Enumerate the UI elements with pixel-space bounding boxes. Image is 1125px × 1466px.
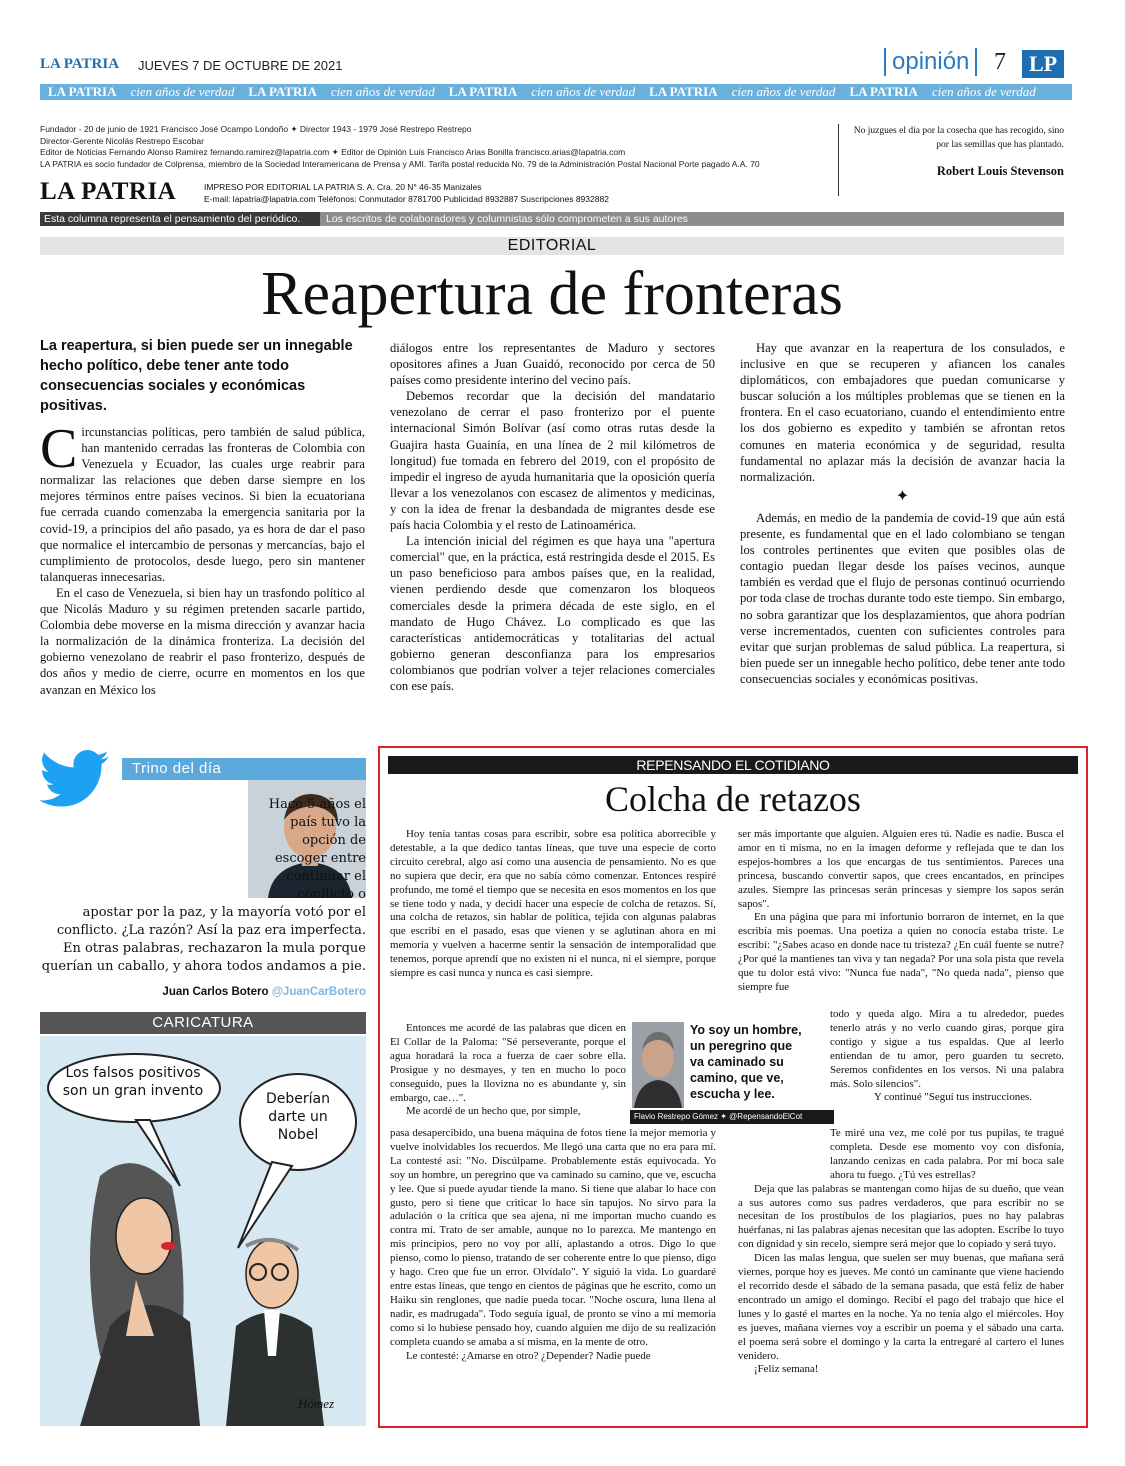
impreso-line: IMPRESO POR EDITORIAL LA PATRIA S. A. Cra. 20 N° 46-35 Manizales: [204, 182, 482, 192]
editorial-kicker-bar: [40, 237, 1064, 255]
column-paragraph: Dicen las malas lengua, que suelen ser muy buenas, que mañana será viernes, porque hoy es jueves. Me contó un caminante que viene haciendo el recorrido desde el sábado de la semana pasada, que está feliz de haber encontrado un amigo el domingo. Recibí el pago del trabajo que hice el lunes y lo gasté el martes en la noche. Ya no tenía algo el miércoles. Hoy es jueves, mañana viernes voy a escribir un poema y el sábado una carta. el poema será sobre el domingo y la carta la entregaré al cartero el lunes venidero.: [738, 1252, 1064, 1362]
column-byline: Flavio Restrepo Gómez ✦ @RepensandoElCot: [630, 1110, 834, 1124]
editorial-title: Reapertura de fronteras: [261, 260, 843, 328]
disclaimer-bar: [40, 212, 1064, 226]
editorial-paragraph: ircunstancias políticas, pero también de salud pública, han mantenido cerradas las fronteras de Colombia con Venezuela y Ecuador, las cuales urge reabrir para normalizar las relaciones que deben darse siempre en los mejores términos entre países vecinos. Si bien la ecuatoriana fue cerrada cuando comenzaba la emergencia sanitaria por la covid-19, a principios del año pasado, ya es hora de dar el paso que normalice el intercambio de personas y mercancías, bajo el cumplimiento de protocolos, desde luego, pero sin mantener talanqueras innecesarias.: [40, 425, 365, 584]
column-paragraph: Deja que las palabras se mantengan como hijas de su dueño, que vean a sus autores como sus padres verdaderos, que para escribir no se necesitan de los prostíbulos de los plagiarios, pues no hay palabras huérfanas, ni las palabras ajenas necesitan que las adopten. Escribe lo tuyo con dignidad y sin recelo, siempre será mejor que lo copiado y será tuyo.: [738, 1182, 1064, 1251]
editorial-column-1: [40, 418, 365, 698]
column-col2b: [830, 1008, 1064, 1105]
cartoon: [40, 1036, 366, 1426]
column-paragraph: pasa desapercibido, una buena máquina de fotos tiene la mejor memoria y vuelve inolvidables los recuerdos. Me llegó una carta que no era para mí. La contesté así: "No. Discúlpame. Probablemente estás equivocada. Yo soy un hombre, un peregrino que va caminado su camino, que ve, escucha y lee. Que si puede ayudar tiende la mano. Si tiene que alabar lo hace con gusto, pero si tiene que criticar lo hace sin tapujos. No sirvo para la adulación o la crítica que sea ajena, ni me importan mucho cuando es contra mí. Trato de ser amable, aunque no lo parezca. Me mantengo en mis principios, pero no voy por allí, aplastando a otros. Digo lo que pienso, como lo pienso, tratando de ser coherente entre lo que pienso, digo y hago. Creo que fue un error. Olvídalo". Y siguió la vida. Lo guardaré entre estas líneas, que tengo en cientos de páginas que he escrito, como un Haiku sin renglones, que nadie pueda tocar. "Noche oscura, luna llena al nadir, es madrugada". Todo seguía igual, de pronto se vino a mi memoria como si lo hubiese pensado hoy, cuando alguien me dijo de su realización completa cuando se amaba a sí misma, en la mente de otro.: [390, 1127, 716, 1348]
disclaimer-left: Esta columna representa el pensamiento del periódico.: [40, 212, 320, 226]
quote-of-day: No juzgues el día por la cosecha que has recogido, sino por las semillas que has plantado.: [853, 126, 1064, 150]
masthead-logo: LA PATRIA: [40, 178, 177, 205]
drop-cap: C: [40, 418, 78, 480]
separator-star-icon: ✦: [895, 488, 910, 505]
cartoonist-signature: Hómez: [298, 1396, 335, 1411]
speech-bubble-1: Los falsos positivos son un gran invento: [62, 1065, 204, 1099]
author-photo: [632, 1022, 684, 1108]
column-paragraph: Me acordé de un hecho que, por simple,: [406, 1105, 581, 1118]
column-col1c: [390, 1127, 716, 1363]
column-paragraph: Te miré una vez, me colé por tus pupilas, te tragué completa. Desde ese momento voy con disfonía, lanzando cenizas en cada palabra. Por mi boca sale ahora tu fuego. ¿Tú ves estrellas?: [830, 1127, 1064, 1181]
column-paragraph: Le contesté: ¿Amarse en otro? ¿Depender? Nadie puede: [406, 1349, 651, 1362]
section-name: opinión: [892, 48, 970, 75]
column-paragraph: Entonces me acordé de las palabras que dicen en El Collar de la Paloma: "Sé perseverante, porque el agua horadará la roca a fuerza de caer sobre ella. Prosigue y no desmayes, y ten en mucho lo poco conseguido, pues la llovizna no es abundante y, sin embargo, cae…".: [390, 1022, 626, 1104]
masthead-founders: Fundador - 20 de junio de 1921 Francisco José Ocampo Londoño ✦ Director 1943 - 1979 José Restrepo Restrepo: [40, 124, 472, 134]
column-paragraph: Y continué "Seguí tus instrucciones.: [874, 1091, 1032, 1104]
caricatura-title: CARICATURA: [152, 1014, 254, 1031]
strip-paper-name: LA PATRIA: [248, 84, 317, 99]
lp-logo-text: LP: [1028, 51, 1058, 76]
column-kicker: REPENSANDO EL COTIDIANO: [636, 757, 830, 773]
masthead-credits: [40, 124, 820, 170]
slogan-strip: [40, 84, 1072, 100]
page-number: 7: [994, 49, 1006, 75]
caricatura-title-bar: [40, 1012, 366, 1034]
editorial-column-2: [390, 340, 715, 694]
section-label: [884, 48, 977, 76]
trino-title-bar: [122, 758, 366, 780]
column-col1b: [390, 1022, 626, 1119]
column-paragraph: ¡Feliz semana!: [754, 1363, 819, 1376]
strip-slogan: cien años de verdad: [931, 84, 1036, 99]
column-paragraph: En una página que para mi infortunio borraron de internet, en la que escribía mis poemas. Una poetiza a quien no conocía estaba triste. Le escribí: "¿Sabes acaso en donde nace tu tristeza? ¿En cuál fuente se nutre? ¿Por qué la mantienes tan viva y tan negada? Por una sola pista que revela que tu dolor está vivo: "Nunca fue nada", "No queda nada", pienso que siempre fue: [738, 911, 1064, 993]
strip-paper-name: LA PATRIA: [649, 84, 718, 99]
strip-paper-name: LA PATRIA: [448, 84, 518, 99]
contact-line: E-mail: lapatria@lapatria.com Teléfonos: Conmutador 8781700 Publicidad 8932887 Suscripciones 8932882: [204, 193, 609, 204]
column-paragraph: todo y queda algo. Mira a tu alrededor, puedes tenerlo atrás y no verlo cuando giras, porque gira contigo y sigue a tus espaldas. Que al leerlo entiendan de tu amor, pero guarden tu secreto. Seremos confidentes en los versos. Ni una palabra más. Solo silencios".: [830, 1008, 1064, 1090]
column-kicker-bar: [388, 756, 1078, 774]
editorial-paragraph: Además, en medio de la pandemia de covid-19 que aún está presente, es fundamental que en el lado colombiano se tengan los controles pertinentes que eviten que posibles olas de contagio puedan llegar desde los países vecinos, aunque también es verdad que el flujo de personas continuó ocurriendo por toda clase de trochas durante todo este tiempo. Sin embargo, no sobra garantizar que los desplazamientos, que ahora podrían verse incrementados, cuenten con suficientes controles para evitar que surjan problemas de salud pública. La reapertura, si bien puede ser un innegable hecho político, debe tener ante todo consecuencias sociales y económicas positivas.: [740, 511, 1066, 686]
strip-slogan: cien años de verdad: [731, 84, 836, 99]
column-paragraph: ser más importante que alguien. Alguien eres tú. Nadie es nadie. Busca el amor en ti misma, no en la imagen deforme y reflejada que te dan los espejos-hombres a los que encargas de tus sentimientos. Pareces una princesa, buscando convertir sapos, que crees encantados, en príncipes azules. Siempre las princesas serán princesas y siempre los sapos serán sapos".: [738, 828, 1064, 910]
editorial-lead: La reapertura, si bien puede ser un innegable hecho político, debe tener ante todo consecuencias sociales y económicas positivas.: [40, 338, 353, 414]
trino-author: Juan Carlos Botero: [162, 986, 269, 998]
trino-title: Trino del día: [132, 760, 222, 777]
column-paragraph: Hoy tenía tantas cosas para escribir, sobre esa política aborrecible y detestable, a la que dedico tantas líneas, que tuve una especie de corto circuito cerebral, algo así como una ausencia de pensamiento. No es que no supiera que decir, era que no sabía cómo comenzar. Entonces respiré profundo, me tomé el tiempo que se necesita en esos momentos en los que se tiene todo y nada, y decidí hacer una especie de colcha de retazos. Sí, una colcha de retazos, sin hablar de política, tejida con algunas palabras que escribí en el pasado, esas que vienen y se aglutinan ahora en mi memoria y vuelven a hacerme sentir la sensación de intemporalidad que tenemos, porque aprendí que no existen ni el nunca, ni el siempre, porque siempre es casi nunca y nunca es casi siempre.: [390, 828, 716, 980]
trino-handle[interactable]: @JuanCarBotero: [271, 986, 366, 998]
editorial-paragraph: La intención inicial del régimen es que haya una "apertura comercial" que, en la práctica, está restringida desde el 2015. Es un paso beneficioso para ambos países que, en la realidad, vienen perdiendo desde que comenzaron los bloqueos comerciales desde la primera década de este siglo, en el mandato de Hugo Chávez. Lo complicado es que las características antidemocráticas y totalitarias del actual gobierno generan desconfianza para los empresarios colombianos que podrían volver a tejer relaciones comerciales con ese país.: [390, 534, 715, 693]
column-col2c: [738, 1127, 1064, 1377]
strip-slogan: cien años de verdad: [330, 84, 435, 99]
masthead-editors: Editor de Noticias Fernando Alonso Ramírez fernando.ramirez@lapatria.com ✦ Editor de Opinión Luis Francisco Arias Bonilla francisco.arias@lapatria.com: [40, 147, 626, 157]
masthead-membership: LA PATRIA es socio fundador de Colprensa, miembro de la Sociedad Interamericana de Prensa y AMI. Tarifa postal reducida No. 79 de la Administración Postal Nacional Porte pagado A.A. 70: [40, 158, 760, 169]
strip-paper-name: LA PATRIA: [849, 84, 918, 99]
editorial-kicker: EDITORIAL: [507, 237, 597, 254]
editorial-paragraph: Hay que avanzar en la reapertura de los consulados, e inclusive en que se recuperen y afiancen los canales diplomáticos, con embajadores que puedan comunicarse y buscar solución a los múltiples problemas que se tienen en la frontera. En el caso ecuatoriano, cuando el entendimiento entre los dos gobierno es expedito y también se afrontan retos comunes en materia económica y de seguridad, resulta fundamental no aplazar más la decisión de avanzar hacia la normalización.: [740, 341, 1065, 484]
trino-body: Hace 5 años el país tuvo la opción de escoger entre continuar el conflicto o apostar por la paz, y la mayoría votó por el conflicto. ¿La razón? Así la paz era imperfecta. En otras palabras, rechazaron la mula porque querían un caballo, y ahora todos andamos a pie.: [41, 797, 366, 974]
masthead-director: Director-Gerente Nicolás Restrepo Escobar: [40, 135, 204, 146]
trino-text: [40, 796, 366, 976]
strip-slogan: cien años de verdad: [130, 84, 235, 99]
masthead-divider: [838, 124, 839, 196]
edition-date: JUEVES 7 DE OCTUBRE DE 2021: [138, 58, 343, 73]
quote-author: Robert Louis Stevenson: [936, 164, 1064, 178]
editorial-column-3a: [740, 340, 1065, 485]
speech-bubble-2: Deberían darte un Nobel: [266, 1091, 330, 1143]
strip-paper-name: LA PATRIA: [48, 84, 117, 99]
column-col2a: [738, 828, 1064, 995]
trino-signature: [40, 986, 366, 998]
pull-quote: Yo soy un hombre, un peregrino que va caminado su camino, que ve, escucha y lee.: [690, 1023, 802, 1101]
masthead-print-info: [204, 182, 824, 205]
column-col1a: [390, 828, 716, 981]
lp-logo: [1022, 50, 1064, 78]
column-title: Colcha de retazos: [605, 779, 861, 819]
editorial-column-3b: [740, 510, 1065, 687]
paper-name-header: LA PATRIA: [40, 56, 120, 72]
editorial-paragraph: Debemos recordar que la decisión del mandatario venezolano de cerrar el paso fronterizo por el puente internacional Simón Bolívar (así como otras rutas desde la Guajira hasta Guainía, en una línea de 2 mil kilómetros de longitud) fue tomada en febrero del 2019, con el propósito de impedir el ingreso de ayuda humanitaria que la oposición quería llevar a los venezolanos con escasez de alimentos y medicinas, y con la idea de frenar la desbandada de migrantes desde ese país hacia Colombia y el resto de Latinoamérica.: [390, 389, 715, 533]
strip-slogan: cien años de verdad: [531, 84, 636, 99]
editorial-paragraph: diálogos entre los representantes de Maduro y sectores opositores afines a Juan Guaidó, reconocido por cerca de 50 países como presidente interino del vecino país.: [390, 341, 715, 388]
editorial-paragraph: En el caso de Venezuela, si bien hay un trasfondo político al que Nicolás Maduro y su régimen pretenden sacarle partido, Colombia debe moverse en la misma dirección y avanzar hacia la normalización de la dinámica fronteriza. La decisión del gobierno venezolano de reabrir el paso fronterizo, después de dos años y medio de cierre, ocurre en momentos en los que avanzan en México los: [40, 585, 365, 697]
disclaimer-right: Los escritos de colaboradores y columnistas sólo comprometen a sus autores: [326, 213, 688, 225]
